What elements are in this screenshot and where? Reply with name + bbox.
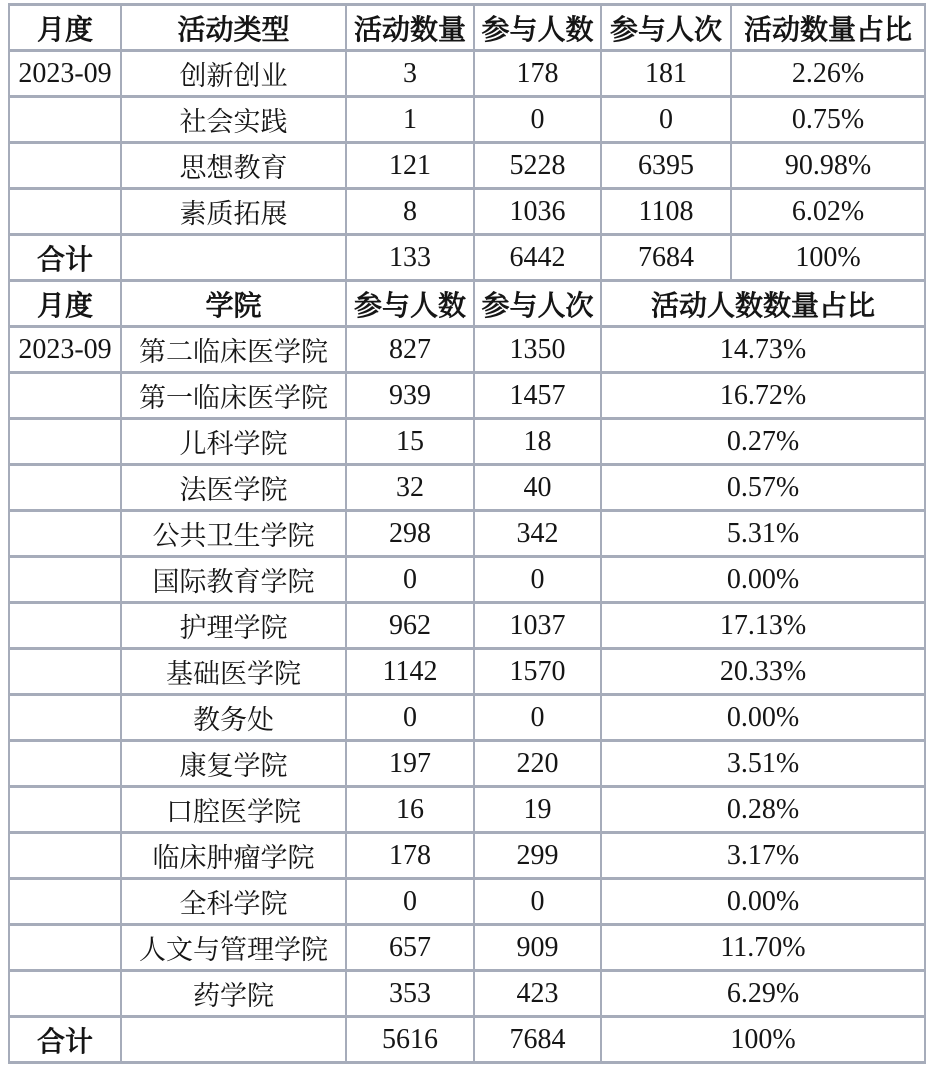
table-cell: 5.31% — [601, 511, 925, 557]
table-cell: 6395 — [601, 143, 731, 189]
table-cell: 19 — [474, 787, 601, 833]
table-cell: 2.26% — [731, 51, 925, 97]
table-cell: 第二临床医学院 — [121, 327, 346, 373]
table-cell — [121, 235, 346, 281]
column-header-participation-times: 参与人次 — [601, 5, 731, 51]
table-cell: 公共卫生学院 — [121, 511, 346, 557]
table-cell: 220 — [474, 741, 601, 787]
college-header — [9, 281, 925, 327]
column-header-month: 月度 — [9, 5, 121, 51]
table-cell — [9, 833, 121, 879]
table-cell: 8 — [346, 189, 474, 235]
table-cell: 827 — [346, 327, 474, 373]
table-cell: 儿科学院 — [121, 419, 346, 465]
activity-type-total — [9, 235, 925, 281]
table-cell: 178 — [474, 51, 601, 97]
table-cell: 342 — [474, 511, 601, 557]
table-row — [9, 189, 925, 235]
table-cell — [9, 465, 121, 511]
table-cell — [9, 419, 121, 465]
table-cell: 40 — [474, 465, 601, 511]
table-cell: 素质拓展 — [121, 189, 346, 235]
table-cell: 1 — [346, 97, 474, 143]
table-total-row — [9, 235, 925, 281]
table-cell: 3.51% — [601, 741, 925, 787]
table-row — [9, 695, 925, 741]
table-cell: 1142 — [346, 649, 474, 695]
activity-type-rows — [9, 51, 925, 235]
table-cell: 16.72% — [601, 373, 925, 419]
table-cell: 0 — [346, 695, 474, 741]
table-cell: 基础医学院 — [121, 649, 346, 695]
table-cell: 423 — [474, 971, 601, 1017]
table-row — [9, 603, 925, 649]
table-cell: 299 — [474, 833, 601, 879]
table-row — [9, 925, 925, 971]
table-cell: 0.27% — [601, 419, 925, 465]
table-cell — [9, 143, 121, 189]
table-row — [9, 741, 925, 787]
table-cell: 康复学院 — [121, 741, 346, 787]
table-cell: 121 — [346, 143, 474, 189]
table-cell: 5228 — [474, 143, 601, 189]
table-cell: 7684 — [601, 235, 731, 281]
table-cell: 17.13% — [601, 603, 925, 649]
column-header-participants: 参与人数 — [474, 5, 601, 51]
college-total — [9, 1017, 925, 1063]
column-header-participants: 参与人数 — [346, 281, 474, 327]
table-cell: 11.70% — [601, 925, 925, 971]
table-row — [9, 51, 925, 97]
table-cell: 6442 — [474, 235, 601, 281]
column-header-month: 月度 — [9, 281, 121, 327]
table-cell: 0.28% — [601, 787, 925, 833]
table-cell: 3.17% — [601, 833, 925, 879]
table-cell: 思想教育 — [121, 143, 346, 189]
table-cell — [9, 879, 121, 925]
table-cell: 创新创业 — [121, 51, 346, 97]
table-row — [9, 143, 925, 189]
table-cell: 6.02% — [731, 189, 925, 235]
table-row — [9, 879, 925, 925]
table-cell: 0.00% — [601, 557, 925, 603]
table-cell: 0 — [601, 97, 731, 143]
table-cell: 0 — [346, 557, 474, 603]
table-cell: 1457 — [474, 373, 601, 419]
table-cell: 1570 — [474, 649, 601, 695]
table-cell: 0.75% — [731, 97, 925, 143]
table-cell — [9, 603, 121, 649]
table-cell: 16 — [346, 787, 474, 833]
table-cell: 178 — [346, 833, 474, 879]
column-header-people-count-ratio: 活动人数数量占比 — [601, 281, 925, 327]
table-cell — [9, 189, 121, 235]
table-cell: 社会实践 — [121, 97, 346, 143]
table-cell: 909 — [474, 925, 601, 971]
column-header-activity-count-ratio: 活动数量占比 — [731, 5, 925, 51]
column-header-college: 学院 — [121, 281, 346, 327]
table-cell: 2023-09 — [9, 327, 121, 373]
table-cell: 962 — [346, 603, 474, 649]
table-cell: 18 — [474, 419, 601, 465]
table-cell: 第一临床医学院 — [121, 373, 346, 419]
table-cell — [121, 1017, 346, 1063]
table-row — [9, 787, 925, 833]
table-cell: 人文与管理学院 — [121, 925, 346, 971]
column-header-participation-times: 参与人次 — [474, 281, 601, 327]
table-cell: 100% — [601, 1017, 925, 1063]
table-cell: 全科学院 — [121, 879, 346, 925]
table-cell: 国际教育学院 — [121, 557, 346, 603]
column-header-activity-count: 活动数量 — [346, 5, 474, 51]
table-row — [9, 327, 925, 373]
table-cell: 20.33% — [601, 649, 925, 695]
table-cell — [9, 511, 121, 557]
table-cell: 1036 — [474, 189, 601, 235]
table-cell: 0.57% — [601, 465, 925, 511]
table-cell: 0.00% — [601, 695, 925, 741]
table-row — [9, 833, 925, 879]
table-cell: 1108 — [601, 189, 731, 235]
table-cell: 7684 — [474, 1017, 601, 1063]
table-row — [9, 971, 925, 1017]
table-cell: 657 — [346, 925, 474, 971]
table-cell: 2023-09 — [9, 51, 121, 97]
table-cell: 133 — [346, 235, 474, 281]
table-cell: 100% — [731, 235, 925, 281]
activity-type-header — [9, 5, 925, 51]
table-cell: 197 — [346, 741, 474, 787]
table-row — [9, 419, 925, 465]
table-cell — [9, 649, 121, 695]
table-row — [9, 649, 925, 695]
table-cell: 939 — [346, 373, 474, 419]
table-cell: 药学院 — [121, 971, 346, 1017]
table-total-row — [9, 1017, 925, 1063]
table-cell: 0 — [474, 97, 601, 143]
table-cell: 法医学院 — [121, 465, 346, 511]
table-cell: 15 — [346, 419, 474, 465]
table-cell: 0 — [474, 879, 601, 925]
table-cell: 298 — [346, 511, 474, 557]
table-cell — [9, 97, 121, 143]
table-cell: 353 — [346, 971, 474, 1017]
table-cell: 口腔医学院 — [121, 787, 346, 833]
table-cell: 教务处 — [121, 695, 346, 741]
table-cell: 0 — [474, 557, 601, 603]
statistics-table — [8, 3, 926, 1064]
table-cell: 6.29% — [601, 971, 925, 1017]
table-cell — [9, 925, 121, 971]
table-cell: 14.73% — [601, 327, 925, 373]
college-rows — [9, 327, 925, 1017]
table-cell: 90.98% — [731, 143, 925, 189]
table-cell — [9, 695, 121, 741]
table-cell: 5616 — [346, 1017, 474, 1063]
table-cell — [9, 971, 121, 1017]
table-row — [9, 373, 925, 419]
table-cell — [9, 373, 121, 419]
table-cell — [9, 741, 121, 787]
table-row — [9, 557, 925, 603]
table-cell: 1037 — [474, 603, 601, 649]
table-row — [9, 511, 925, 557]
table-cell: 32 — [346, 465, 474, 511]
table-cell — [9, 557, 121, 603]
table-cell: 0 — [474, 695, 601, 741]
table-cell — [9, 787, 121, 833]
table-cell: 3 — [346, 51, 474, 97]
total-label-cell: 合计 — [9, 235, 121, 281]
total-label-cell: 合计 — [9, 1017, 121, 1063]
table-cell: 1350 — [474, 327, 601, 373]
table-row — [9, 465, 925, 511]
table-header-row — [9, 281, 925, 327]
column-header-activity-type: 活动类型 — [121, 5, 346, 51]
table-cell: 181 — [601, 51, 731, 97]
table-cell: 0.00% — [601, 879, 925, 925]
table-row — [9, 97, 925, 143]
table-cell: 0 — [346, 879, 474, 925]
table-cell: 临床肿瘤学院 — [121, 833, 346, 879]
table-header-row — [9, 5, 925, 51]
table-cell: 护理学院 — [121, 603, 346, 649]
